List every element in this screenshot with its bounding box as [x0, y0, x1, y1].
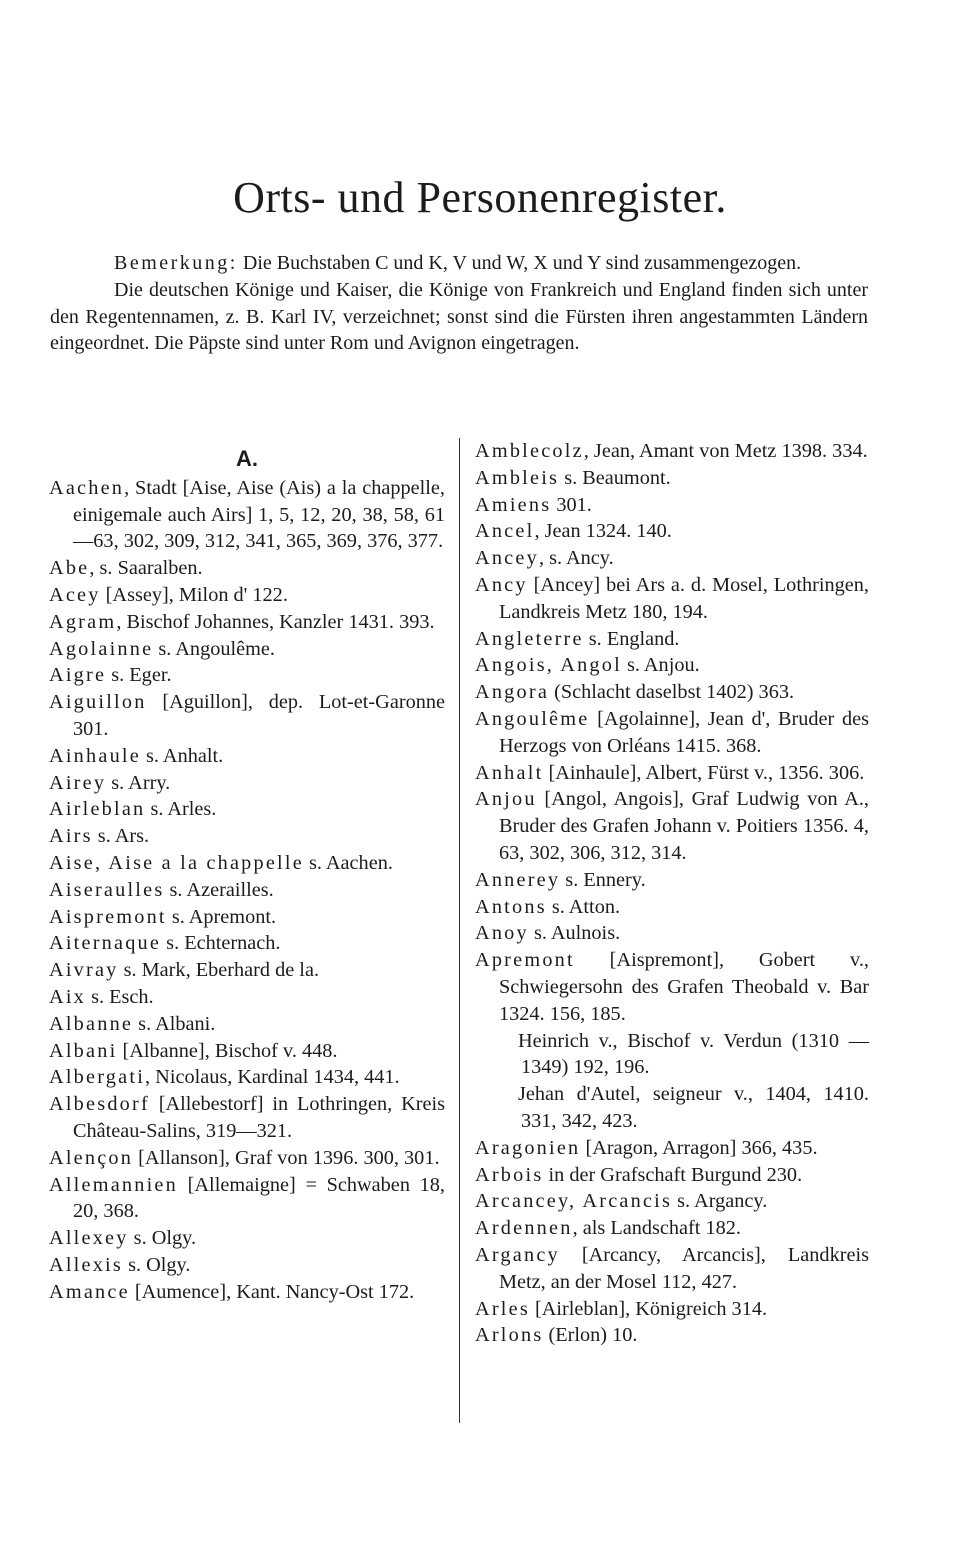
entry-headword: Albanne [49, 1012, 134, 1035]
entry-headword: Ardennen [475, 1217, 573, 1240]
entry-text: s. Eger. [106, 664, 172, 687]
index-entry [49, 582, 445, 609]
entry-headword: Aivray [49, 959, 119, 982]
entry-headword: Amblecolz [475, 440, 584, 462]
index-entry [475, 438, 869, 465]
entry-text: , s. Ancy. [538, 547, 614, 570]
entry-headword: Abe [49, 557, 90, 580]
entry-headword: Arbois [475, 1163, 544, 1186]
index-entry [475, 492, 869, 519]
index-entry [49, 796, 445, 823]
index-entry [475, 1162, 869, 1189]
entry-text: [Airleblan], Königreich 314. [529, 1297, 768, 1320]
entry-headword: Anoy [475, 922, 529, 945]
entry-headword: Alençon [49, 1146, 134, 1169]
index-entry [475, 1322, 869, 1349]
index-entry [475, 518, 869, 545]
entry-headword: Agolainne [49, 637, 154, 660]
entry-headword: Ancy [475, 573, 528, 596]
entry-text: s. Azerailles. [164, 878, 274, 901]
index-entry [475, 545, 869, 572]
index-entry [49, 555, 445, 582]
entry-text: s. Olgy. [123, 1253, 191, 1276]
entry-headword: Anhalt [475, 761, 544, 784]
index-entry [475, 760, 869, 787]
index-entry [475, 1081, 869, 1135]
index-entry [49, 475, 445, 555]
index-entry [49, 850, 445, 877]
entry-text: [Aragon, Arragon] 366, 435. [580, 1136, 818, 1159]
entry-headword: Airleblan [49, 798, 146, 821]
entry-headword: Angleterre [475, 627, 584, 650]
entry-headword: Allexey [49, 1227, 129, 1250]
index-entry [475, 947, 869, 1027]
entry-headword: Ancel [475, 520, 535, 543]
entry-headword: Aise, Aise a la chappelle [49, 851, 304, 874]
entry-headword: Airs [49, 825, 93, 848]
entry-text: [Arcancy, Arcancis], Landkreis Metz, an der Mosel 112, 427. [499, 1243, 869, 1293]
index-entry [475, 706, 869, 760]
entry-text: , Jean 1324. 140. [534, 520, 672, 543]
entry-text: in der Grafschaft Burgund 230. [543, 1163, 803, 1186]
entry-text: , Jean, Amant von Metz 1398. 334. [583, 440, 868, 462]
entry-headword: Airey [49, 771, 107, 794]
index-entry [475, 626, 869, 653]
entry-text: [Albanne], Bischof v. 448. [117, 1039, 338, 1062]
entry-text: s. Aachen. [303, 851, 393, 874]
entry-text: s. Olgy. [128, 1227, 197, 1250]
entry-headword: Anjou [475, 788, 537, 811]
index-entry [475, 572, 869, 626]
entry-text: s. Esch. [86, 985, 154, 1008]
index-entry [49, 1145, 445, 1172]
index-column-right [475, 438, 869, 1349]
entry-headword: Argancy [475, 1243, 560, 1266]
entry-text: s. Anjou. [621, 654, 700, 677]
index-entry [49, 1064, 445, 1091]
entry-text: , Stadt [Aise, Aise (Ais) a la chappelle, einigemale auch Airs] 1, 5, 12, 20, 38, 58, 61—63, 302, 309, 312, 341, 365, 369, 376, 377. [73, 476, 445, 553]
index-entry [49, 662, 445, 689]
entry-headword: Ainhaule [49, 744, 141, 767]
right-entry-list [475, 438, 869, 1349]
entry-text: Jehan d'Autel, seigneur v., 1404, 1410. 331, 342, 423. [518, 1083, 869, 1132]
entry-text: [Aispremont], Gobert v., Schwiegersohn des Grafen Theobald v. Bar 1324. 156, 185. [499, 949, 869, 1025]
entry-headword: Annerey [475, 868, 561, 891]
remark-paragraph [50, 250, 868, 277]
index-column-left [49, 438, 445, 1306]
entry-text: s. England. [583, 627, 680, 650]
introductory-note [50, 250, 868, 357]
entry-headword: Aigre [49, 664, 107, 687]
index-entry [475, 465, 869, 492]
remark-text: Die Buchstaben C und K, V und W, X und Y sind zusammengezogen. [237, 252, 802, 274]
entry-headword: Angois, Angol [475, 654, 622, 677]
index-entry [49, 1279, 445, 1306]
entry-headword: Angoulême [475, 707, 590, 730]
entry-headword: Albergati [49, 1066, 146, 1089]
index-entry [49, 877, 445, 904]
entry-text: s. Aulnois. [528, 922, 621, 945]
entry-text: s. Atton. [546, 895, 621, 918]
index-entry [49, 743, 445, 770]
entry-headword: Allemannien [49, 1173, 178, 1196]
index-entry [49, 609, 445, 636]
entry-text: [Angol, Angois], Graf Ludwig von A., Bruder des Grafen Johann v. Poitiers 1356. 4, 63, 302, 306, 312, 314. [499, 788, 869, 864]
remark-label: Bemerkung: [114, 252, 238, 274]
entry-text: (Erlon) 10. [543, 1324, 638, 1347]
entry-headword: Ambleis [475, 466, 560, 489]
entry-text: s. Ars. [92, 825, 150, 848]
entry-headword: Acey [49, 583, 101, 606]
index-entry [49, 636, 445, 663]
index-entry [475, 920, 869, 947]
entry-text: Heinrich v., Bischof v. Verdun (1310 —1349) 192, 196. [518, 1029, 869, 1079]
index-entry [475, 652, 869, 679]
entry-text: s. Beaumont. [559, 466, 671, 489]
entry-text: [Aumence], Kant. Nancy-Ost 172. [129, 1280, 415, 1303]
entry-text: s. Anhalt. [140, 744, 224, 767]
entry-text: [Allebestorf] in Lothringen, Kreis Château-Salins, 319—321. [73, 1093, 445, 1142]
index-entry [49, 1225, 445, 1252]
index-entry [49, 1091, 445, 1145]
entry-text: , Bischof Johannes, Kanzler 1431. 393. [116, 610, 435, 633]
entry-text: [Assey], Milon d' 122. [100, 583, 288, 606]
entry-headword: Agram [49, 610, 117, 633]
index-entry [49, 1011, 445, 1038]
entry-headword: Amiens [475, 493, 552, 516]
index-entry [49, 770, 445, 797]
index-entry [49, 957, 445, 984]
entry-text: s. Mark, Eberhard de la. [118, 959, 320, 982]
entry-text: s. Apremont. [166, 905, 277, 928]
entry-text: [Agolainne], Jean d', Bruder des Herzogs von Orléans 1415. 368. [499, 707, 869, 757]
entry-text: s. Echternach. [161, 932, 281, 955]
index-entry [475, 786, 869, 866]
entry-headword: Angora [475, 681, 550, 704]
entry-text: 301. [551, 493, 592, 516]
index-entry [49, 1252, 445, 1279]
entry-text: s. Arles. [145, 798, 217, 821]
entry-headword: Antons [475, 895, 547, 918]
entry-text: [Ainhaule], Albert, Fürst v., 1356. 306. [543, 761, 865, 784]
entry-headword: Aiseraulles [49, 878, 165, 901]
entry-headword: Albani [49, 1039, 118, 1062]
index-entry [475, 1296, 869, 1323]
index-entry [49, 904, 445, 931]
entry-headword: Apremont [475, 949, 575, 972]
index-entry [475, 1242, 869, 1296]
index-entry [475, 867, 869, 894]
entry-text: s. Angoulême. [153, 637, 275, 660]
column-divider [459, 438, 460, 1423]
entry-text: (Schlacht daselbst 1402) 363. [549, 681, 795, 704]
entry-headword: Arlons [475, 1324, 544, 1347]
entry-headword: Albesdorf [49, 1093, 150, 1116]
entry-headword: Aachen [49, 476, 125, 499]
index-entry [475, 1028, 869, 1082]
index-entry [475, 679, 869, 706]
index-entry [49, 1172, 445, 1226]
entry-text: [Allemaigne] = Schwaben 18, 20, 368. [73, 1173, 445, 1223]
entry-text: [Ancey] bei Ars a. d. Mosel, Lothringen, Landkreis Metz 180, 194. [499, 573, 869, 623]
entry-headword: Amance [49, 1280, 130, 1303]
entry-headword: Aiguillon [49, 691, 147, 714]
entry-text: , als Landschaft 182. [572, 1217, 741, 1240]
index-entry [49, 689, 445, 743]
entry-text: s. Albani. [133, 1012, 216, 1035]
left-entry-list [49, 475, 445, 1306]
entry-text: [Aguillon], dep. Lot-et-Garonne 301. [73, 691, 445, 740]
index-entry [475, 1135, 869, 1162]
index-entry [49, 984, 445, 1011]
entry-headword: Aispremont [49, 905, 167, 928]
index-entry [49, 1038, 445, 1065]
regent-note-paragraph: Die deutschen Könige und Kaiser, die Könige von Frankreich und England finden sich unter den Regentennamen, z. B. Karl IV, verzeichnet; sonst sind die Fürsten ihren angestammten Ländern eingeordnet. Die Päpste sind unter Rom und Avignon eingetragen. [50, 278, 868, 355]
index-entry [475, 1215, 869, 1242]
entry-headword: Arles [475, 1297, 530, 1320]
entry-headword: Allexis [49, 1253, 123, 1276]
entry-text: s. Argancy. [672, 1190, 768, 1213]
entry-text: [Allanson], Graf von 1396. 300, 301. [133, 1146, 440, 1169]
index-entry [475, 1188, 869, 1215]
section-letter: A. [236, 446, 258, 471]
entry-headword: Aragonien [475, 1136, 581, 1159]
entry-text: s. Ennery. [560, 868, 646, 891]
entry-text: , Nicolaus, Kardinal 1434, 441. [145, 1066, 400, 1089]
index-entry [49, 823, 445, 850]
entry-headword: Aiternaque [49, 932, 162, 955]
index-entry [49, 930, 445, 957]
entry-text: s. Arry. [106, 771, 171, 794]
entry-text: , s. Saaralben. [89, 557, 203, 580]
entry-headword: Aix [49, 985, 87, 1008]
entry-headword: Arcancey, Arcancis [475, 1190, 673, 1213]
index-entry [475, 894, 869, 921]
entry-headword: Ancey [475, 547, 539, 570]
page-title: Orts- und Personenregister. [233, 173, 727, 222]
